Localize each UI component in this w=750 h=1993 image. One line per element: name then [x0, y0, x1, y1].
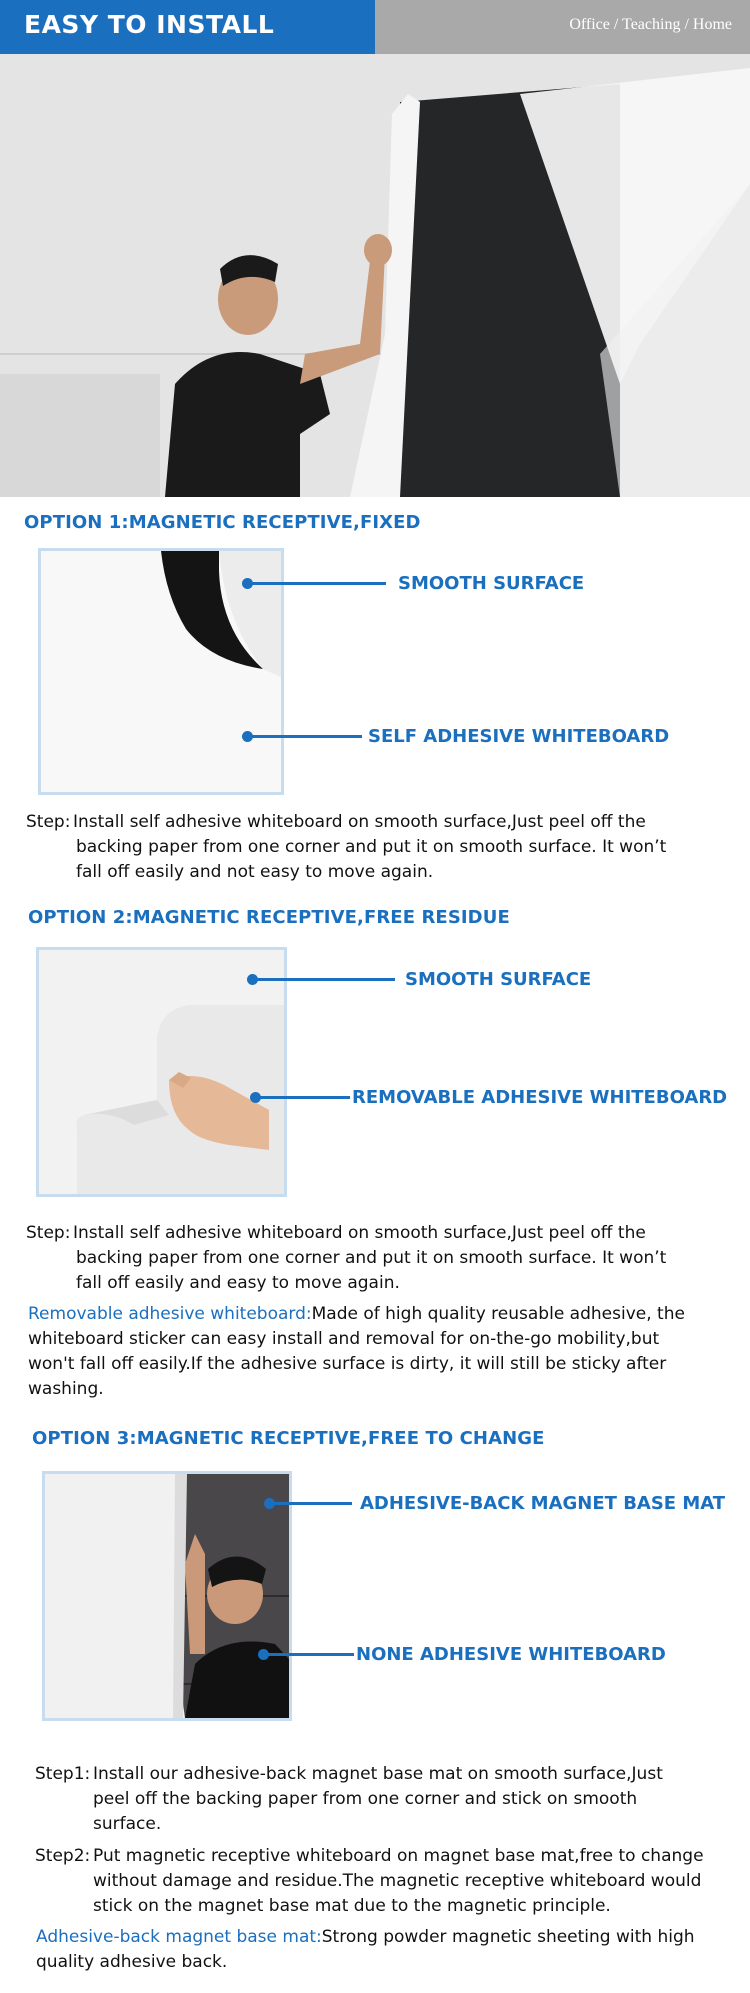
option3-label-none-adhesive: NONE ADHESIVE WHITEBOARD	[356, 1644, 666, 1665]
option1-heading: OPTION 1:MAGNETIC RECEPTIVE,FIXED	[24, 512, 421, 533]
option2-heading: OPTION 2:MAGNETIC RECEPTIVE,FREE RESIDUE	[28, 907, 510, 928]
option3-step1-line2: peel off the backing paper from one corner and stick on smooth	[93, 1789, 638, 1809]
option2-step-prefix: Step:	[26, 1223, 71, 1243]
option1-step-line1: Install self adhesive whiteboard on smooth surface,Just peel off the	[73, 812, 646, 832]
option1-pointer-line-bottom	[250, 735, 362, 738]
option2-label-smooth-surface: SMOOTH SURFACE	[405, 969, 592, 990]
option2-pointer-line-bottom	[258, 1096, 350, 1099]
option3-note-line1	[36, 1925, 695, 1950]
option2-whiteboard-illustration	[39, 950, 284, 1194]
option1-step-line3: fall off easily and not easy to move again.	[76, 862, 434, 882]
hero-illustration	[0, 54, 750, 497]
option3-step2-line2: without damage and residue.The magnetic receptive whiteboard would	[93, 1871, 702, 1891]
option3-step2-line3: stick on the magnet base mat due to the magnetic principle.	[93, 1896, 611, 1916]
option2-note-line1	[28, 1302, 685, 1327]
header-subtitle: Office / Teaching / Home	[569, 16, 732, 33]
option3-pointer-line-top	[272, 1502, 352, 1505]
option2-note-line4: washing.	[28, 1379, 104, 1399]
page-title: EASY TO INSTALL	[24, 10, 275, 39]
option2-pointer-line-top	[255, 978, 395, 981]
option3-image	[42, 1471, 292, 1721]
option2-note-term: Removable adhesive whiteboard:	[28, 1304, 312, 1324]
option2-note-text1: Made of high quality reusable adhesive, the	[311, 1304, 685, 1324]
option3-note-text1: Strong powder magnetic sheeting with high	[321, 1927, 695, 1947]
option3-step2-prefix: Step2:	[35, 1846, 91, 1866]
option3-step1-line3: surface.	[93, 1814, 162, 1834]
option1-label-smooth-surface: SMOOTH SURFACE	[398, 573, 585, 594]
hero-installation-photo	[0, 54, 750, 497]
option3-step2-line1: Put magnetic receptive whiteboard on magnet base mat,free to change	[93, 1846, 704, 1866]
option3-installation-illustration	[45, 1474, 289, 1718]
option2-step-line2: backing paper from one corner and put it on smooth surface. It won’t	[76, 1248, 667, 1268]
option2-note-line2: whiteboard sticker can easy install and removal for on-the-go mobility,but	[28, 1329, 660, 1349]
option2-note-line3: won't fall off easily.If the adhesive surface is dirty, it will still be sticky after	[28, 1354, 667, 1374]
option1-pointer-line-top	[250, 582, 386, 585]
option1-label-self-adhesive: SELF ADHESIVE WHITEBOARD	[368, 726, 670, 747]
option3-step1-line1: Install our adhesive-back magnet base mat on smooth surface,Just	[93, 1764, 663, 1784]
option3-label-magnet-base-mat: ADHESIVE-BACK MAGNET BASE MAT	[360, 1493, 726, 1514]
option3-step1-prefix: Step1:	[35, 1764, 91, 1784]
option3-pointer-line-bottom	[266, 1653, 354, 1656]
option2-label-removable-adhesive: REMOVABLE ADHESIVE WHITEBOARD	[352, 1087, 728, 1108]
option1-step-line2: backing paper from one corner and put it on smooth surface. It won’t	[76, 837, 667, 857]
option1-step-prefix: Step:	[26, 812, 71, 832]
option2-step-line1: Install self adhesive whiteboard on smooth surface,Just peel off the	[73, 1223, 646, 1243]
option3-note-term: Adhesive-back magnet base mat:	[36, 1927, 322, 1947]
option3-note-line2: quality adhesive back.	[36, 1952, 228, 1972]
option2-step-line3: fall off easily and easy to move again.	[76, 1273, 400, 1293]
option3-heading: OPTION 3:MAGNETIC RECEPTIVE,FREE TO CHANGE	[32, 1428, 545, 1449]
